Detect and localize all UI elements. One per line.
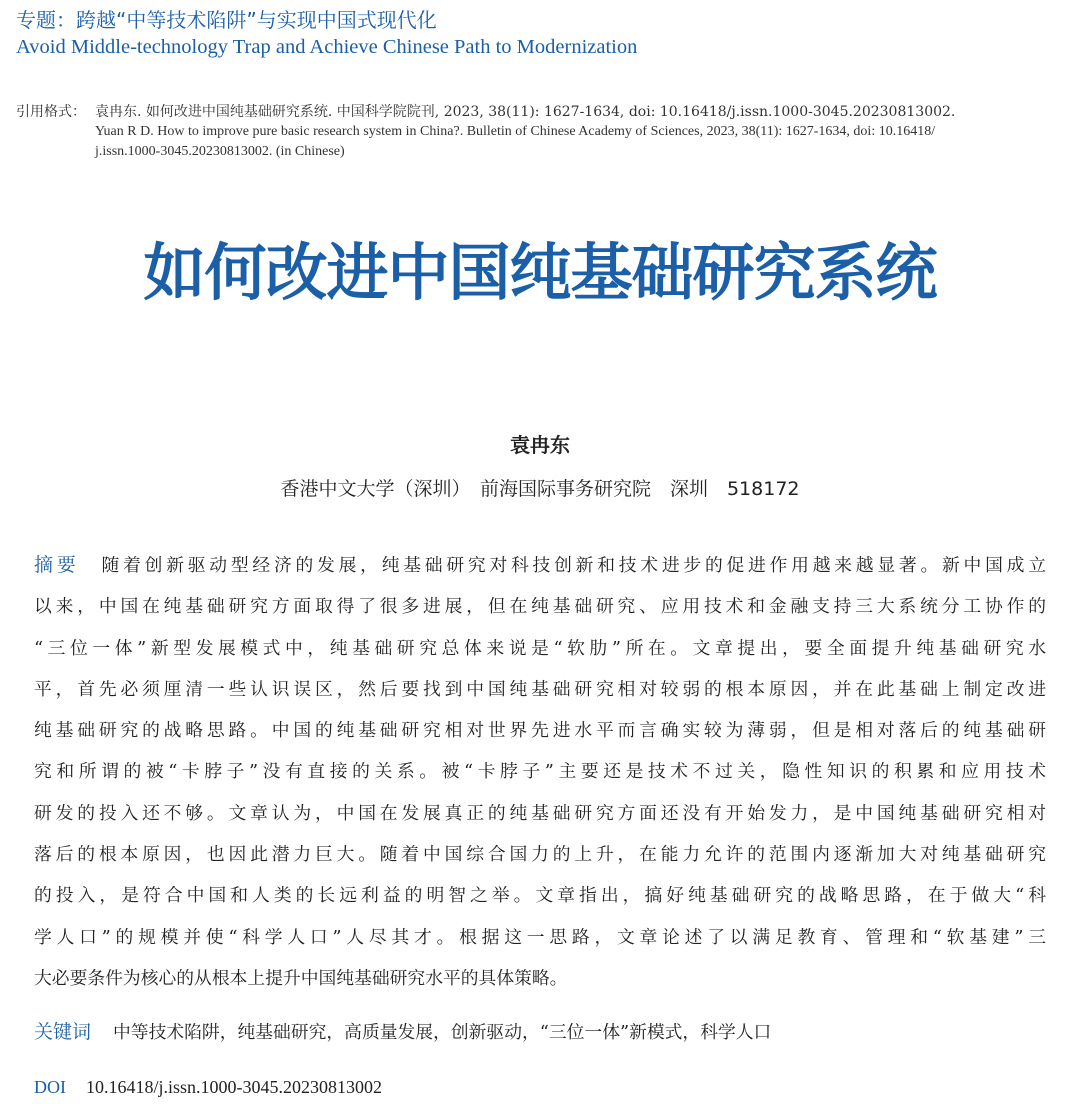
author-name: 袁冉东 — [510, 433, 570, 457]
citation-label: 引用格式： — [16, 104, 86, 120]
abstract-line: 大必要条件为核心的从根本上提升中国纯基础研究水平的具体策略。 — [34, 967, 568, 989]
abstract-line: 究和所谓的被“卡脖子”没有直接的关系。被“卡脖子”主要还是技术不过关，隐性知识的积累和应用技术 — [34, 761, 1046, 783]
citation-block — [16, 102, 1066, 162]
citation-en-line2: j.issn.1000-3045.20230813002. (in Chinese) — [95, 144, 345, 159]
abstract-line: 摘要 随着创新驱动型经济的发展，纯基础研究对科技创新和技术进步的促进作用越来越显著。新中国成立 — [34, 554, 1046, 576]
keywords-text: 中等技术陷阱，纯基础研究，高质量发展，创新驱动，“三位一体”新模式，科学人口 — [113, 1022, 772, 1043]
abstract-line: 以来，中国在纯基础研究方面取得了很多进展，但在纯基础研究、应用技术和金融支持三大系统分工协作的 — [34, 596, 1046, 618]
doi-block — [34, 1072, 382, 1102]
abstract-block — [34, 545, 1046, 999]
abstract-line: 落后的根本原因，也因此潜力巨大。随着中国综合国力的上升，在能力允许的范围内逐渐加大对纯基础研究 — [34, 844, 1046, 866]
citation-zh: 袁冉东. 如何改进中国纯基础研究系统. 中国科学院院刊, 2023, 38(11): 1627-1634, doi: 10.16418/j.issn.1000-3045.20230813002. — [95, 104, 956, 120]
author-affiliation: 香港中文大学（深圳） 前海国际事务研究院 深圳 518172 — [280, 478, 800, 500]
article-title: 如何改进中国纯基础研究系统 — [143, 236, 937, 309]
abstract-line: 平，首先必须厘清一些认识误区，然后要找到中国纯基础研究相对较弱的根本原因，并在此基础上制定改进 — [34, 678, 1046, 700]
abstract-line: 研发的投入还不够。文章认为，中国在发展真正的纯基础研究方面还没有开始发力，是中国纯基础研究相对 — [34, 802, 1046, 824]
citation-en-line1: Yuan R D. How to improve pure basic research system in China?. Bulletin of Chinese Academy of Sciences, 2023, 38(11): 1627-1634, doi: 10.16418/ — [95, 124, 936, 139]
abstract-label: 摘要 — [34, 554, 80, 576]
topic-title-en: Avoid Middle-technology Trap and Achieve Chinese Path to Modernization — [16, 36, 638, 58]
topic-title-zh: 专题：跨越“中等技术陷阱”与实现中国式现代化 — [16, 8, 437, 32]
abstract-line: 纯基础研究的战略思路。中国的纯基础研究相对世界先进水平而言确实较为薄弱，但是相对落后的纯基础研 — [34, 720, 1046, 742]
keywords-block — [34, 1013, 1046, 1052]
doi-label: DOI — [34, 1077, 66, 1097]
doi-value[interactable]: 10.16418/j.issn.1000-3045.20230813002 — [86, 1077, 383, 1097]
abstract-line: “三位一体”新型发展模式中，纯基础研究总体来说是“软肋”所在。文章提出，要全面提升纯基础研究水 — [34, 637, 1046, 659]
keywords-label: 关键词 — [34, 1021, 92, 1043]
abstract-line: 的投入，是符合中国和人类的长远利益的明智之举。文章指出，搞好纯基础研究的战略思路，在于做大“科 — [34, 885, 1046, 907]
abstract-line: 学人口”的规模并使“科学人口”人尽其才。根据这一思路，文章论述了以满足教育、管理和“软基建”三 — [34, 926, 1046, 948]
